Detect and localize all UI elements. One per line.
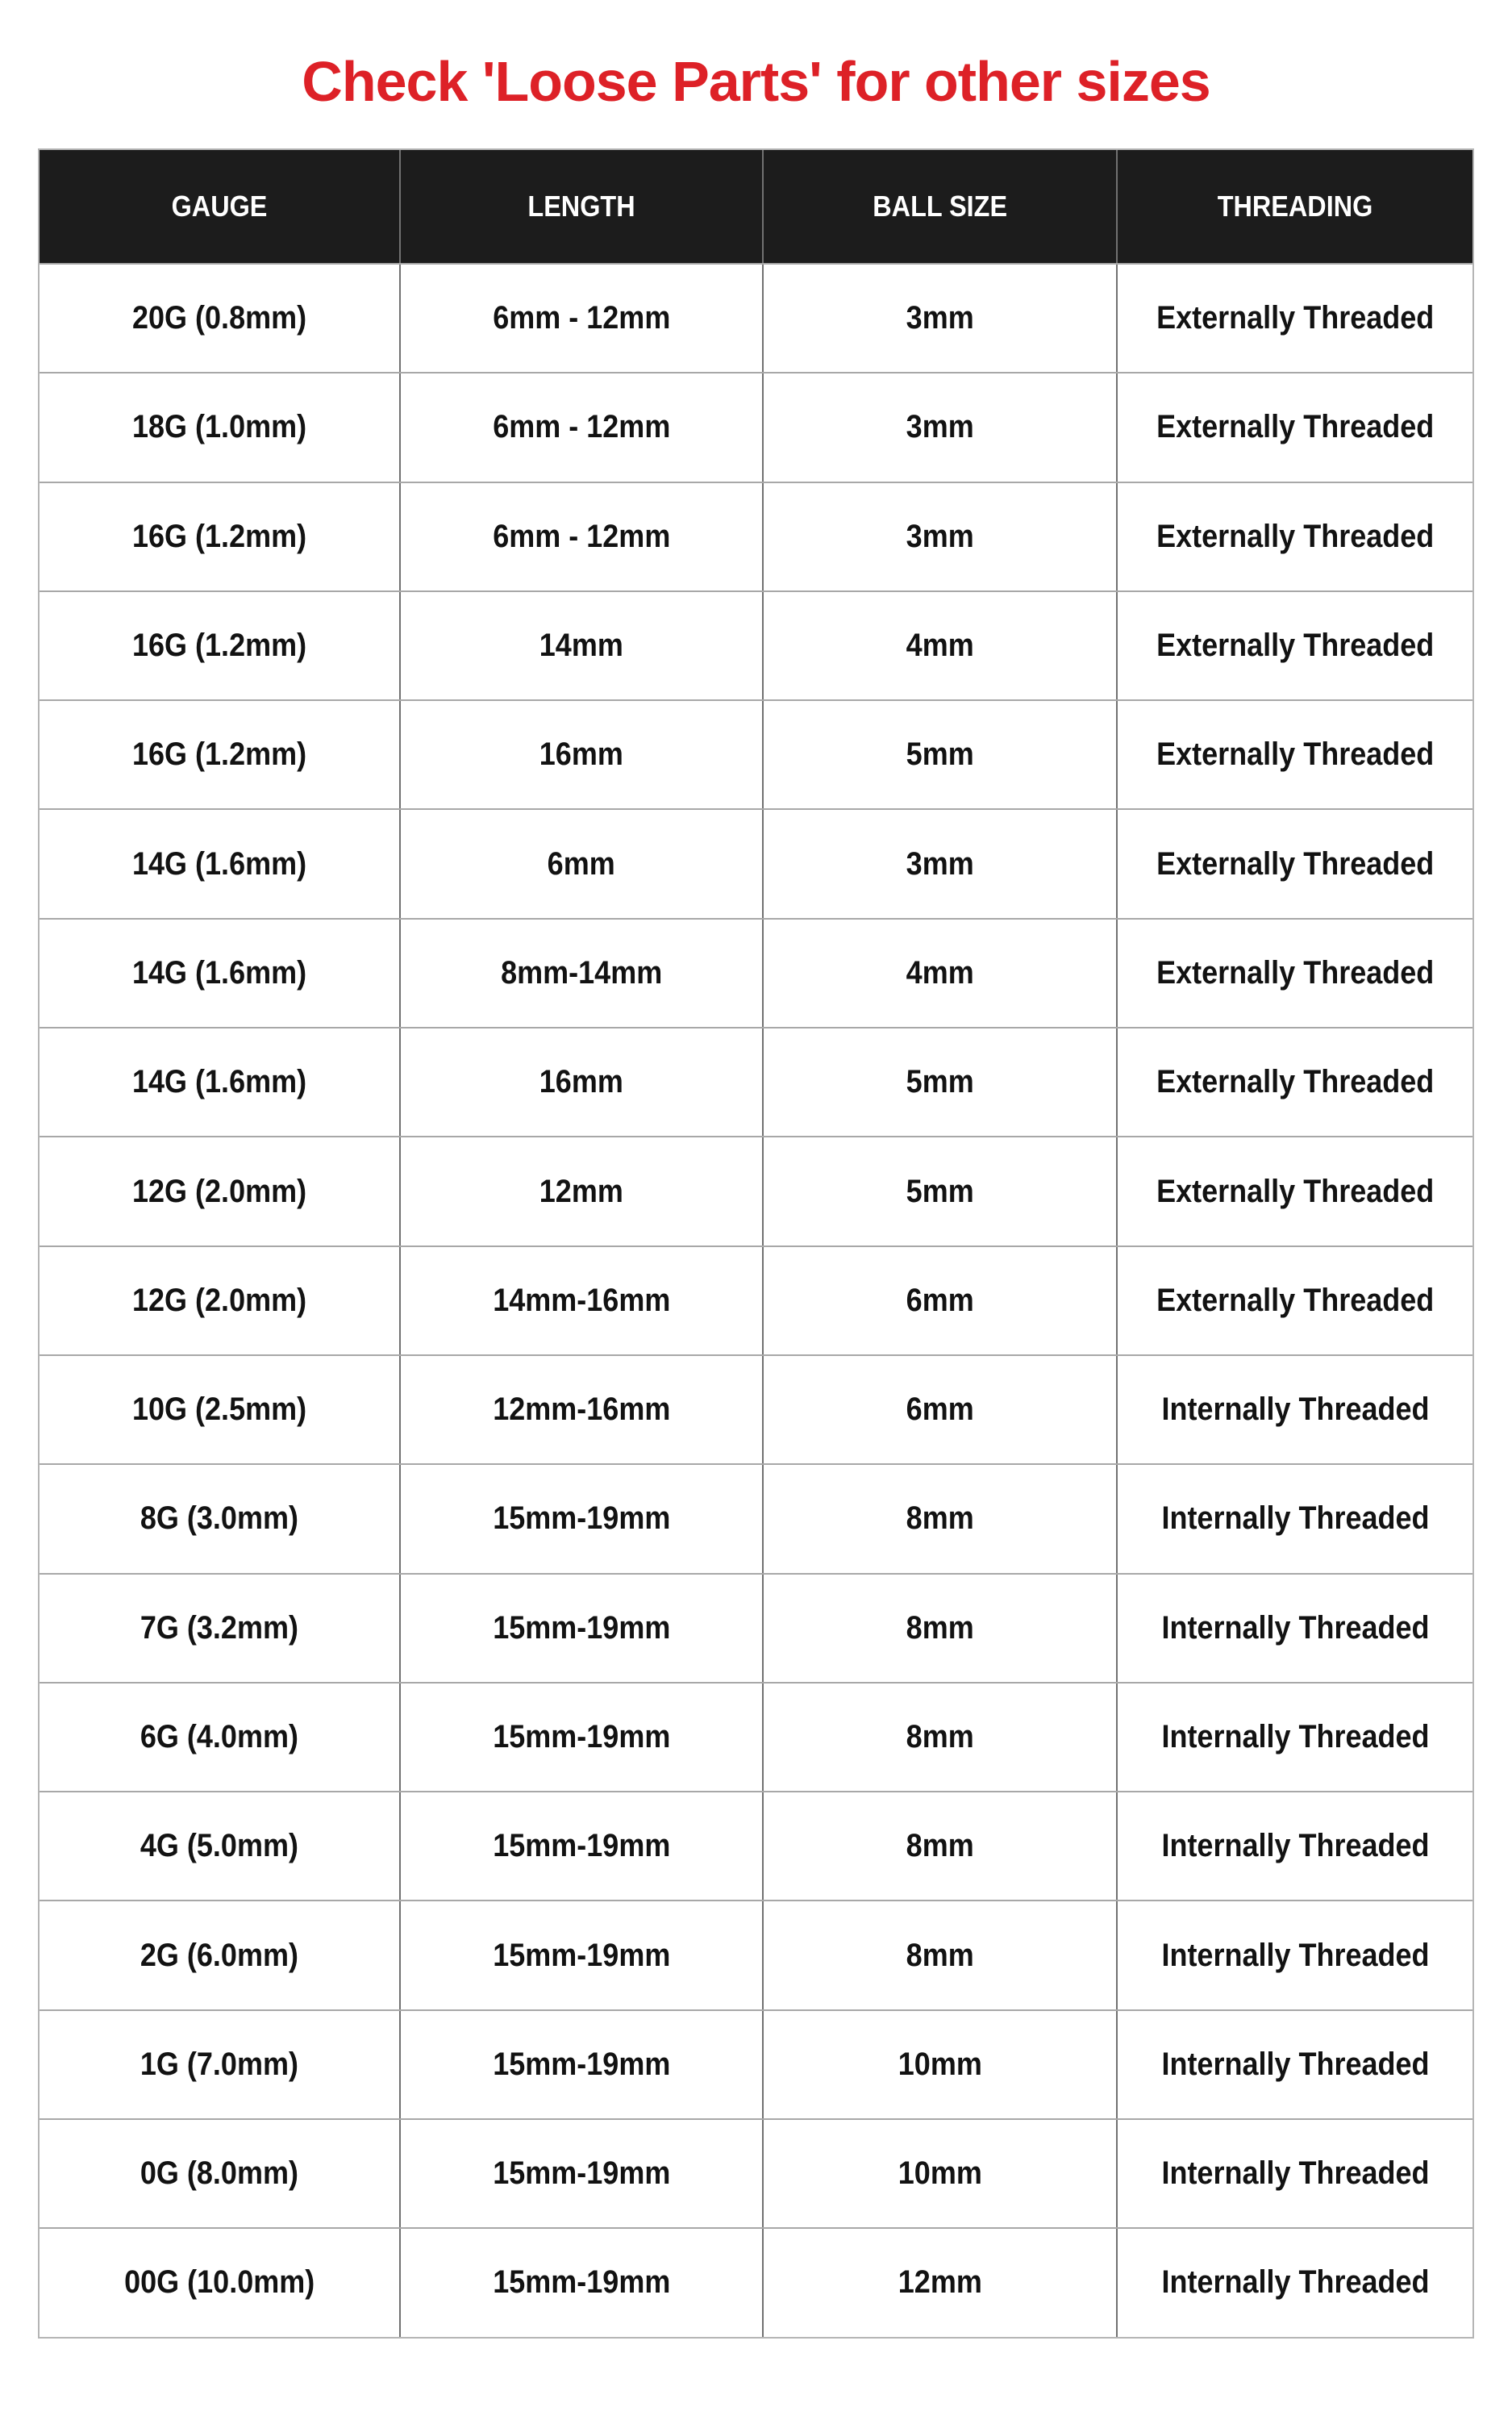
cell-length: 16mm [401, 1028, 764, 1136]
cell-gauge: 12G (2.0mm) [40, 1137, 401, 1245]
cell-ball-size: 5mm [764, 1137, 1118, 1245]
cell-threading: Internally Threaded [1160, 2155, 1430, 2192]
cell-ball-size: 8mm [764, 1575, 1118, 1682]
size-chart-table [38, 148, 1474, 2339]
cell-gauge: 4G (5.0mm) [40, 1792, 401, 1900]
table-row [40, 2118, 1472, 2227]
cell-ball-size: 8mm [764, 1465, 1118, 1572]
cell-length: 14mm-16mm [401, 1247, 764, 1354]
cell-threading: Internally Threaded [1160, 2264, 1430, 2301]
cell-ball-size: 3mm [764, 265, 1118, 372]
cell-gauge: 00G (10.0mm) [40, 2229, 401, 2336]
cell-length: 12mm-16mm [401, 1356, 764, 1463]
cell-ball-size: 8mm [764, 1792, 1118, 1900]
cell-length: 6mm [401, 810, 764, 917]
table-row [40, 590, 1472, 699]
cell-ball-size: 6mm [764, 1247, 1118, 1354]
cell-ball-size: 10mm [764, 2011, 1118, 2118]
cell-threading: Internally Threaded [1160, 1500, 1430, 1537]
cell-gauge: 20G (0.8mm) [40, 265, 401, 372]
cell-threading: Externally Threaded [1156, 736, 1435, 773]
cell-ball-size: 8mm [764, 1901, 1118, 2009]
cell-ball-size: 6mm [764, 1356, 1118, 1463]
cell-ball-size: 10mm [764, 2120, 1118, 2227]
table-row [40, 2227, 1472, 2336]
cell-ball-size: 5mm [764, 701, 1118, 808]
table-row [40, 372, 1472, 481]
cell-threading: Internally Threaded [1160, 1719, 1430, 1754]
cell-gauge: 16G (1.2mm) [40, 592, 401, 699]
cell-gauge: 8G (3.0mm) [40, 1465, 401, 1572]
cell-threading: Externally Threaded [1156, 409, 1435, 445]
header-ball-size-label: BALL SIZE [873, 190, 1007, 223]
cell-length: 6mm - 12mm [401, 373, 764, 481]
cell-gauge: 14G (1.6mm) [40, 810, 401, 917]
cell-length: 15mm-19mm [401, 2120, 764, 2227]
cell-length: 14mm [401, 592, 764, 699]
cell-gauge: 16G (1.2mm) [40, 701, 401, 808]
cell-ball-size: 3mm [764, 373, 1118, 481]
table-row [40, 1136, 1472, 1245]
cell-ball-size: 5mm [764, 1028, 1118, 1136]
table-header-row [40, 150, 1472, 263]
header-threading-label: THREADING [1217, 190, 1373, 223]
cell-length: 15mm-19mm [401, 1901, 764, 2009]
cell-gauge: 12G (2.0mm) [40, 1247, 401, 1354]
table-row [40, 1245, 1472, 1354]
table-row [40, 1573, 1472, 1682]
cell-threading: Externally Threaded [1156, 300, 1435, 336]
cell-ball-size: 3mm [764, 810, 1118, 917]
cell-threading: Internally Threaded [1160, 1828, 1430, 1864]
cell-gauge: 6G (4.0mm) [40, 1684, 401, 1791]
cell-gauge: 2G (6.0mm) [40, 1901, 401, 2009]
cell-length: 15mm-19mm [401, 2011, 764, 2118]
cell-length: 15mm-19mm [401, 1684, 764, 1791]
header-gauge [40, 150, 401, 263]
cell-length: 8mm-14mm [401, 920, 764, 1027]
cell-threading: Externally Threaded [1156, 845, 1435, 882]
cell-gauge: 7G (3.2mm) [40, 1575, 401, 1682]
cell-ball-size: 8mm [764, 1684, 1118, 1791]
cell-length: 15mm-19mm [401, 1575, 764, 1682]
cell-gauge: 14G (1.6mm) [40, 920, 401, 1027]
header-gauge-label: GAUGE [171, 190, 268, 223]
cell-length: 6mm - 12mm [401, 265, 764, 372]
cell-length: 15mm-19mm [401, 2229, 764, 2336]
table-row [40, 1900, 1472, 2009]
cell-length: 15mm-19mm [401, 1465, 764, 1572]
table-row [40, 1682, 1472, 1791]
cell-threading: Internally Threaded [1160, 2046, 1430, 2082]
table-row [40, 808, 1472, 917]
cell-gauge: 10G (2.5mm) [40, 1356, 401, 1463]
cell-threading: Externally Threaded [1156, 1064, 1435, 1100]
table-row [40, 2009, 1472, 2118]
table-row [40, 1027, 1472, 1136]
cell-ball-size: 12mm [764, 2229, 1118, 2336]
cell-gauge: 1G (7.0mm) [40, 2011, 401, 2118]
cell-threading: Internally Threaded [1160, 1392, 1430, 1428]
table-row [40, 918, 1472, 1027]
table-row [40, 699, 1472, 808]
table-row [40, 263, 1472, 372]
cell-length: 16mm [401, 701, 764, 808]
cell-threading: Internally Threaded [1160, 1609, 1430, 1646]
table-body [40, 263, 1472, 2337]
page-title: Check 'Loose Parts' for other sizes [302, 50, 1210, 113]
cell-threading: Externally Threaded [1156, 518, 1435, 554]
table-row [40, 1791, 1472, 1900]
header-length [401, 150, 764, 263]
table-row [40, 1463, 1472, 1572]
cell-threading: Internally Threaded [1160, 1937, 1430, 1973]
header-length-label: LENGTH [527, 190, 635, 223]
table-row [40, 1354, 1472, 1463]
header-ball-size [764, 150, 1118, 263]
cell-ball-size: 4mm [764, 920, 1118, 1027]
cell-threading: Externally Threaded [1156, 954, 1435, 991]
cell-gauge: 0G (8.0mm) [40, 2120, 401, 2227]
cell-ball-size: 4mm [764, 592, 1118, 699]
header-threading [1118, 150, 1472, 263]
cell-ball-size: 3mm [764, 483, 1118, 590]
cell-length: 6mm - 12mm [401, 483, 764, 590]
cell-threading: Externally Threaded [1156, 1173, 1435, 1209]
cell-length: 15mm-19mm [401, 1792, 764, 1900]
table-row [40, 482, 1472, 590]
cell-threading: Externally Threaded [1156, 1282, 1435, 1318]
cell-gauge: 14G (1.6mm) [40, 1028, 401, 1136]
cell-threading: Externally Threaded [1156, 628, 1435, 664]
cell-gauge: 16G (1.2mm) [40, 483, 401, 590]
cell-gauge: 18G (1.0mm) [40, 373, 401, 481]
cell-length: 12mm [401, 1137, 764, 1245]
